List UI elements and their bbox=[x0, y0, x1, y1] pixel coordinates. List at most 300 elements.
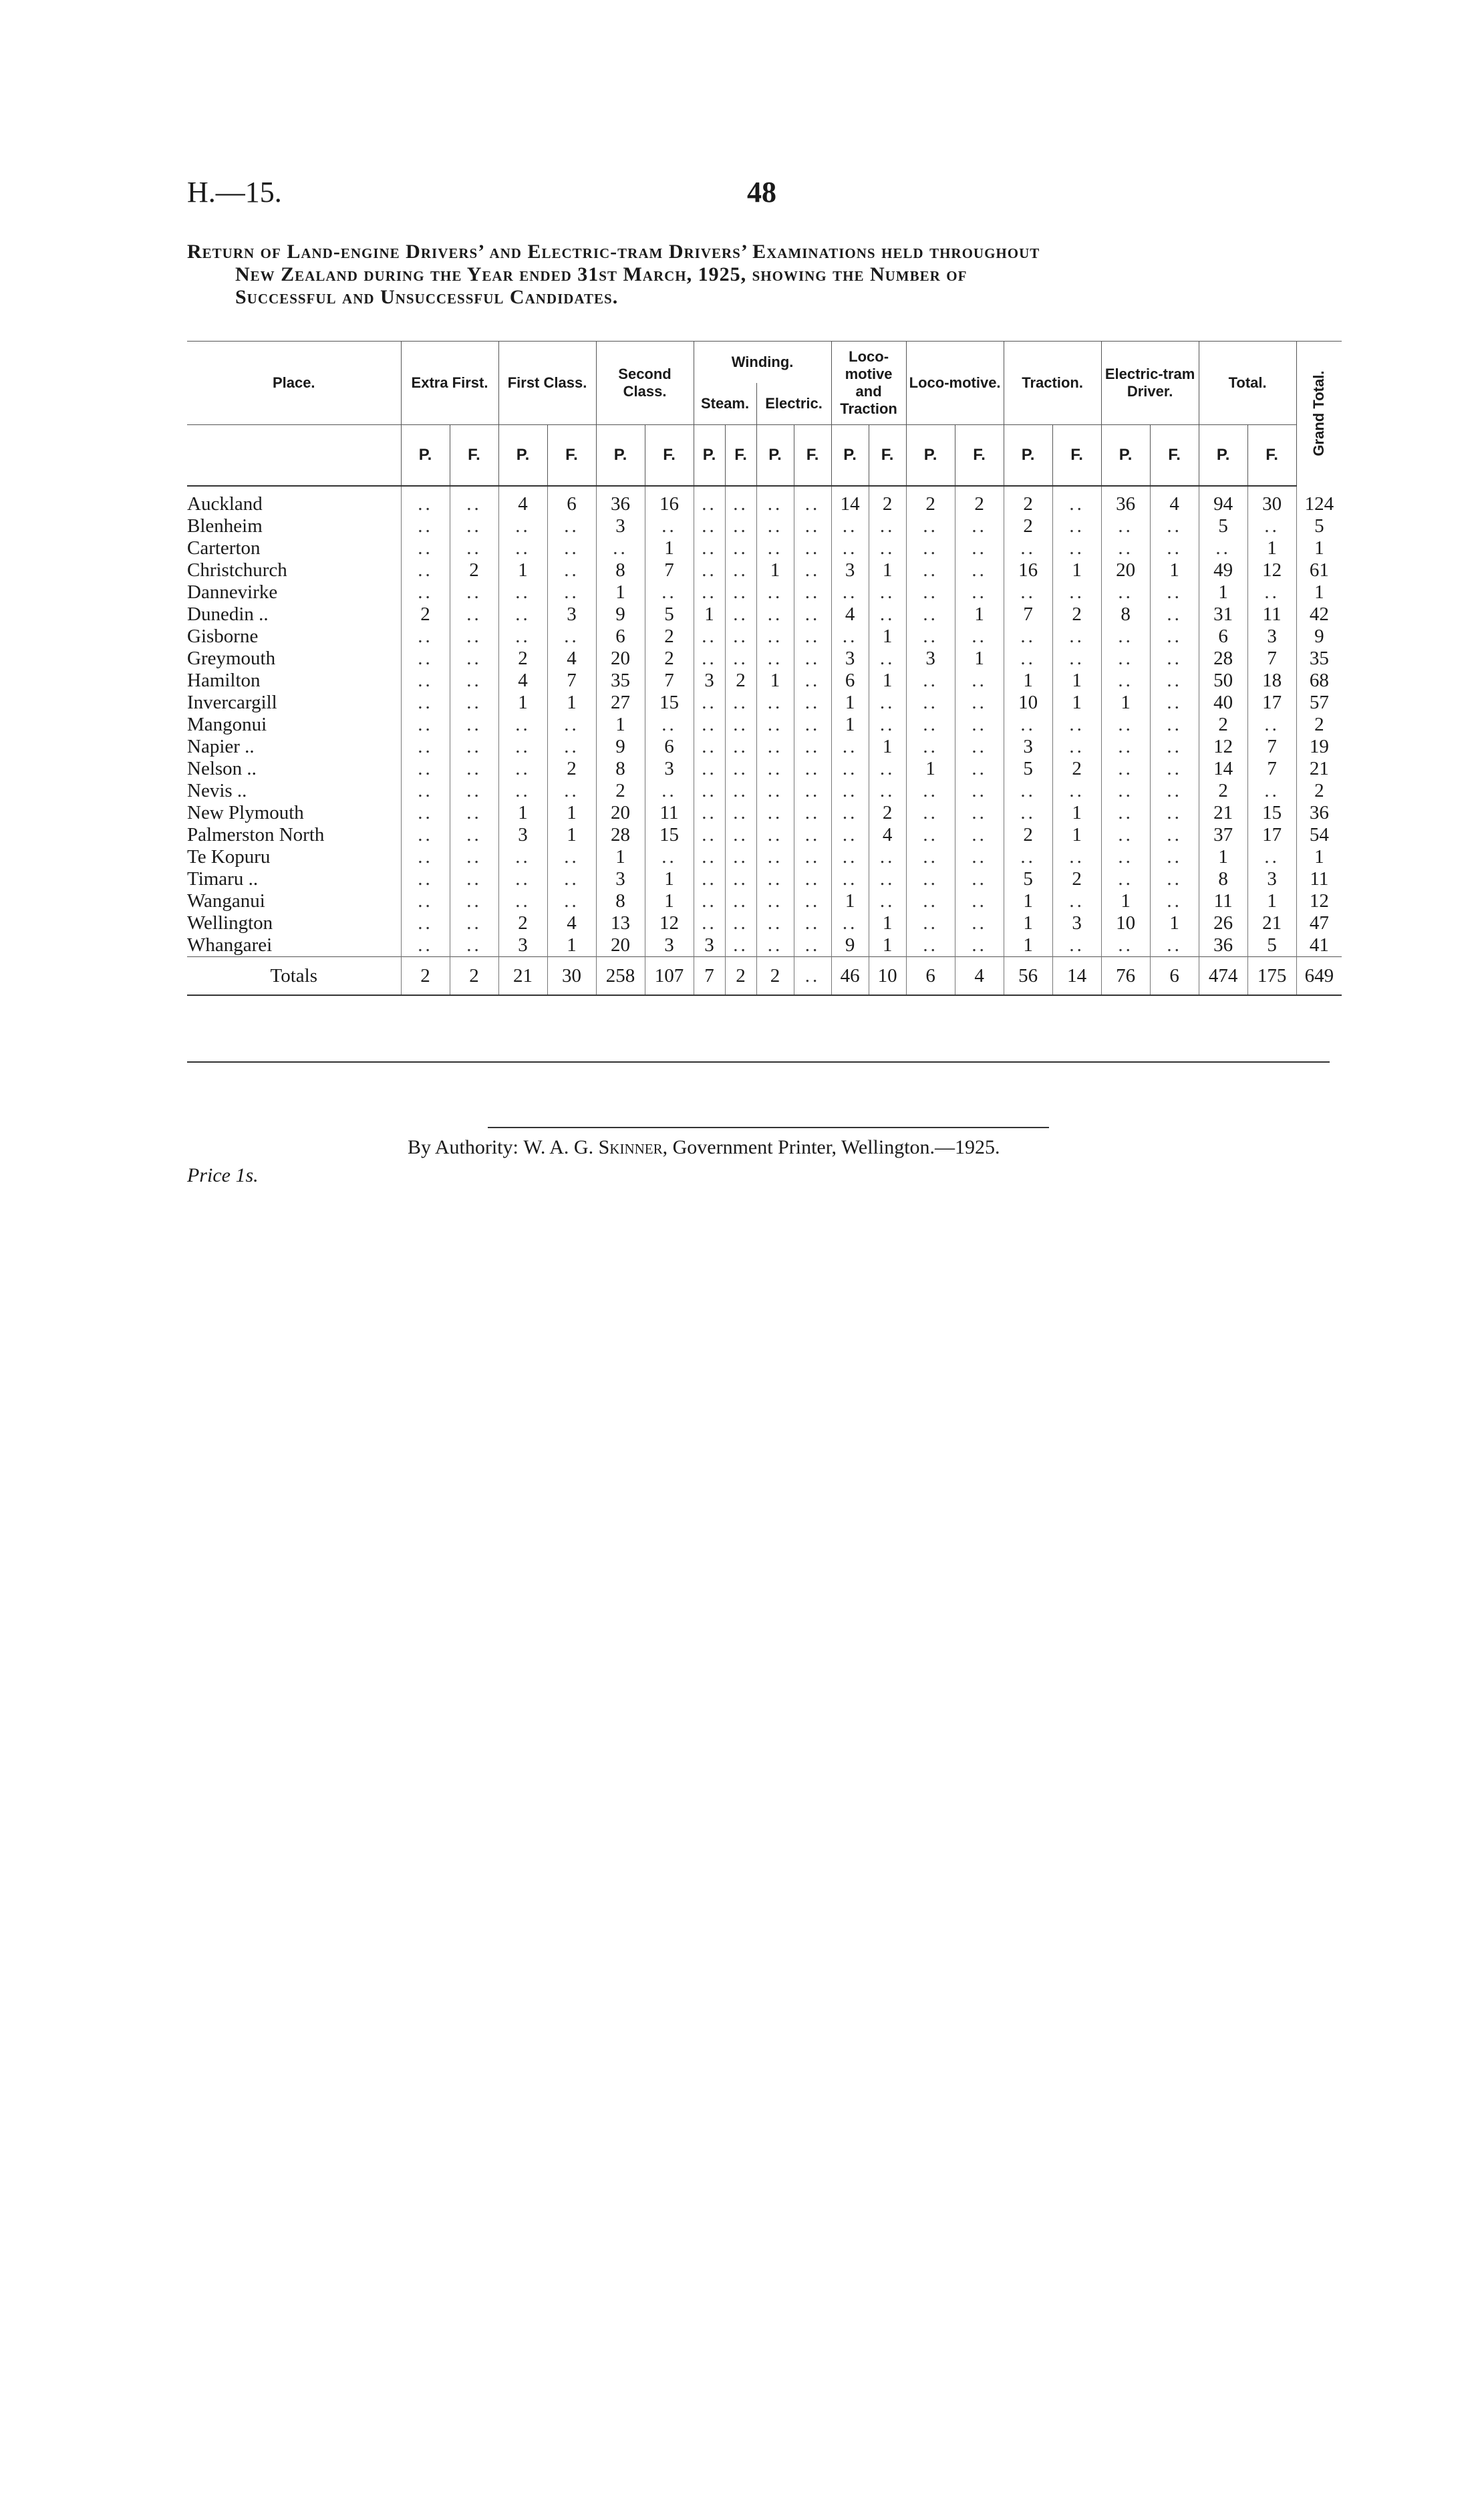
place-name: Gisborne bbox=[187, 626, 259, 647]
table-cell: 4 bbox=[498, 486, 547, 515]
table-cell: .. bbox=[955, 934, 1004, 957]
table-cell: .. bbox=[955, 780, 1004, 802]
table-cell: .. bbox=[906, 824, 955, 846]
table-cell: .. bbox=[1004, 780, 1052, 802]
table-cell: 1 bbox=[1052, 824, 1101, 846]
table-cell: 9 bbox=[596, 604, 645, 626]
table-cell: .. bbox=[794, 670, 831, 692]
table-cell: 2 bbox=[1052, 604, 1101, 626]
table-cell: 9 bbox=[831, 934, 869, 957]
table-cell: .. bbox=[498, 581, 547, 604]
table-cell: 1 bbox=[596, 581, 645, 604]
table-cell: .. bbox=[547, 515, 596, 537]
table-cell: .. bbox=[401, 537, 450, 559]
table-cell: .. bbox=[401, 824, 450, 846]
table-cell: 7 bbox=[645, 559, 694, 581]
table-cell: 4 bbox=[955, 957, 1004, 996]
table-cell: 1 bbox=[547, 802, 596, 824]
table-cell: 7 bbox=[694, 957, 725, 996]
place-name: Te Kopuru bbox=[187, 846, 271, 868]
failed-header: F. bbox=[794, 425, 831, 487]
table-cell: .. bbox=[869, 890, 906, 912]
table-cell: .. bbox=[906, 537, 955, 559]
passed-header: P. bbox=[906, 425, 955, 487]
table-cell: 1 bbox=[1296, 537, 1342, 559]
table-row bbox=[187, 626, 1342, 648]
table-cell: .. bbox=[1052, 648, 1101, 670]
table-cell: .. bbox=[725, 648, 756, 670]
table-cell: 12 bbox=[645, 912, 694, 934]
table-cell: .. bbox=[869, 780, 906, 802]
table-cell: 1 bbox=[596, 714, 645, 736]
table-cell: 4 bbox=[1150, 486, 1199, 515]
winding-electric-header: Electric. bbox=[756, 383, 831, 425]
table-cell: .. bbox=[547, 736, 596, 758]
table-cell: .. bbox=[955, 537, 1004, 559]
table-cell: 94 bbox=[1199, 486, 1247, 515]
table-cell: .. bbox=[756, 736, 794, 758]
place-name: Napier .. bbox=[187, 736, 255, 757]
table-cell: 76 bbox=[1101, 957, 1150, 996]
table-cell: .. bbox=[1004, 537, 1052, 559]
table-cell: 2 bbox=[1052, 758, 1101, 780]
table-cell: .. bbox=[1004, 648, 1052, 670]
table-cell: .. bbox=[498, 604, 547, 626]
table-cell: 13 bbox=[596, 912, 645, 934]
table-cell: .. bbox=[1101, 780, 1150, 802]
extra-first-header: Extra First. bbox=[401, 342, 498, 425]
table-cell: .. bbox=[401, 934, 450, 957]
table-cell: .. bbox=[831, 758, 869, 780]
table-cell: .. bbox=[1052, 780, 1101, 802]
title-line-3: Successful and Unsuccessful Candidates. bbox=[235, 286, 619, 308]
table-cell: 11 bbox=[645, 802, 694, 824]
table-cell: 1 bbox=[645, 537, 694, 559]
table-cell: .. bbox=[401, 670, 450, 692]
table-cell: .. bbox=[401, 758, 450, 780]
table-cell: 50 bbox=[1199, 670, 1247, 692]
table-cell: .. bbox=[450, 912, 498, 934]
table-cell: .. bbox=[756, 846, 794, 868]
table-bottom-rule bbox=[187, 1061, 1330, 1063]
table-cell: 107 bbox=[645, 957, 694, 996]
table-cell: .. bbox=[1004, 846, 1052, 868]
passed-header: P. bbox=[756, 425, 794, 487]
table-cell: 46 bbox=[831, 957, 869, 996]
table-cell: .. bbox=[794, 581, 831, 604]
table-cell: 6 bbox=[645, 736, 694, 758]
table-cell: .. bbox=[401, 581, 450, 604]
failed-header: F. bbox=[955, 425, 1004, 487]
table-cell: .. bbox=[498, 736, 547, 758]
table-cell: .. bbox=[794, 824, 831, 846]
table-cell: .. bbox=[955, 912, 1004, 934]
failed-header: F. bbox=[1052, 425, 1101, 487]
table-cell: .. bbox=[869, 868, 906, 890]
table-cell: 21 bbox=[1296, 758, 1342, 780]
place-name: Carterton bbox=[187, 537, 261, 559]
table-cell: 6 bbox=[1199, 626, 1247, 648]
table-cell: .. bbox=[694, 648, 725, 670]
table-cell: .. bbox=[694, 780, 725, 802]
table-cell: .. bbox=[725, 626, 756, 648]
table-cell: 1 bbox=[1004, 890, 1052, 912]
table-cell: .. bbox=[1150, 515, 1199, 537]
table-cell: .. bbox=[1150, 692, 1199, 714]
table-cell: 6 bbox=[547, 486, 596, 515]
table-cell: .. bbox=[794, 714, 831, 736]
table-cell: .. bbox=[906, 868, 955, 890]
table-cell: 1 bbox=[1004, 670, 1052, 692]
table-cell: .. bbox=[831, 802, 869, 824]
table-cell: .. bbox=[955, 868, 1004, 890]
table-cell: 37 bbox=[1199, 824, 1247, 846]
table-cell: 35 bbox=[596, 670, 645, 692]
table-cell: .. bbox=[756, 890, 794, 912]
table-cell: .. bbox=[725, 515, 756, 537]
table-cell: 1 bbox=[1296, 581, 1342, 604]
table-cell: 1 bbox=[756, 670, 794, 692]
table-cell: 1 bbox=[1199, 581, 1247, 604]
table-cell: .. bbox=[794, 758, 831, 780]
table-cell: 1 bbox=[1101, 692, 1150, 714]
table-cell: .. bbox=[831, 537, 869, 559]
table-cell: 11 bbox=[1199, 890, 1247, 912]
table-cell: .. bbox=[1150, 846, 1199, 868]
winding-steam-header: Steam. bbox=[694, 383, 756, 425]
table-cell: 12 bbox=[1199, 736, 1247, 758]
table-cell: .. bbox=[547, 559, 596, 581]
table-cell: 19 bbox=[1296, 736, 1342, 758]
table-cell: 1 bbox=[869, 559, 906, 581]
table-cell: 15 bbox=[645, 824, 694, 846]
table-cell: 11 bbox=[1247, 604, 1296, 626]
table-cell: .. bbox=[694, 537, 725, 559]
electric-tram-header: Electric-tram Driver. bbox=[1101, 342, 1199, 425]
place-name: Nevis .. bbox=[187, 780, 247, 801]
locomotive-traction-header: Loco-motive and Traction bbox=[831, 342, 906, 425]
table-cell: .. bbox=[955, 581, 1004, 604]
table-cell: .. bbox=[756, 780, 794, 802]
table-cell: 3 bbox=[645, 758, 694, 780]
table-cell: .. bbox=[694, 868, 725, 890]
table-cell: .. bbox=[1101, 714, 1150, 736]
table-cell: 258 bbox=[596, 957, 645, 996]
failed-header: F. bbox=[725, 425, 756, 487]
imprint-details: Government Printer, Wellington.—1925. bbox=[672, 1136, 1000, 1158]
table-cell: .. bbox=[794, 515, 831, 537]
place-header: Place. bbox=[187, 342, 401, 425]
table-cell: 8 bbox=[596, 758, 645, 780]
table-cell: .. bbox=[1150, 581, 1199, 604]
table-row bbox=[187, 758, 1342, 780]
table-cell: .. bbox=[401, 736, 450, 758]
table-cell: 21 bbox=[498, 957, 547, 996]
table-cell: 61 bbox=[1296, 559, 1342, 581]
failed-header: F. bbox=[547, 425, 596, 487]
failed-header: F. bbox=[450, 425, 498, 487]
table-cell: 36 bbox=[596, 486, 645, 515]
table-cell: .. bbox=[869, 581, 906, 604]
table-body bbox=[187, 486, 1342, 995]
table-cell: .. bbox=[756, 581, 794, 604]
table-cell: 10 bbox=[1004, 692, 1052, 714]
table-cell: .. bbox=[756, 486, 794, 515]
table-cell: .. bbox=[794, 692, 831, 714]
table-cell: .. bbox=[756, 824, 794, 846]
table-cell: 1 bbox=[1150, 559, 1199, 581]
table-cell: 3 bbox=[1247, 626, 1296, 648]
table-cell: 9 bbox=[1296, 626, 1342, 648]
table-cell: .. bbox=[794, 537, 831, 559]
table-cell: 2 bbox=[547, 758, 596, 780]
table-cell: .. bbox=[450, 802, 498, 824]
table-cell: .. bbox=[450, 537, 498, 559]
table-cell: 57 bbox=[1296, 692, 1342, 714]
table-cell: 3 bbox=[831, 648, 869, 670]
table-cell: 21 bbox=[1247, 912, 1296, 934]
table-cell: 1 bbox=[498, 802, 547, 824]
passed-header: P. bbox=[498, 425, 547, 487]
place-name: Dannevirke bbox=[187, 581, 278, 603]
table-cell: .. bbox=[1052, 890, 1101, 912]
passed-header: P. bbox=[1004, 425, 1052, 487]
table-cell: .. bbox=[1101, 515, 1150, 537]
table-cell: 1 bbox=[547, 692, 596, 714]
table-cell: 21 bbox=[1199, 802, 1247, 824]
table-cell: 6 bbox=[1150, 957, 1199, 996]
page-reference: H.—15. bbox=[187, 176, 282, 209]
table-cell: 3 bbox=[694, 934, 725, 957]
table-cell: .. bbox=[450, 648, 498, 670]
table-cell: .. bbox=[725, 736, 756, 758]
table-cell: .. bbox=[1004, 714, 1052, 736]
table-cell: .. bbox=[1101, 846, 1150, 868]
table-cell: 1 bbox=[955, 604, 1004, 626]
table-cell: 2 bbox=[725, 957, 756, 996]
table-cell: .. bbox=[1101, 758, 1150, 780]
table-cell: .. bbox=[498, 780, 547, 802]
table-cell: .. bbox=[869, 714, 906, 736]
table-cell: .. bbox=[450, 604, 498, 626]
table-cell: 2 bbox=[906, 486, 955, 515]
table-cell: .. bbox=[955, 714, 1004, 736]
table-cell: .. bbox=[1052, 714, 1101, 736]
page-number: 48 bbox=[747, 176, 776, 209]
table-cell: 1 bbox=[831, 890, 869, 912]
table-cell: .. bbox=[1150, 758, 1199, 780]
table-cell: 1 bbox=[955, 648, 1004, 670]
table-cell: .. bbox=[547, 890, 596, 912]
table-cell: .. bbox=[694, 581, 725, 604]
table-cell: .. bbox=[725, 934, 756, 957]
table-cell: .. bbox=[906, 934, 955, 957]
table-cell: 28 bbox=[1199, 648, 1247, 670]
table-cell: .. bbox=[1150, 604, 1199, 626]
imprint-line bbox=[408, 1136, 1000, 1159]
table-cell: 1 bbox=[1052, 670, 1101, 692]
table-cell: .. bbox=[794, 736, 831, 758]
table-cell: .. bbox=[756, 802, 794, 824]
table-cell: 1 bbox=[547, 934, 596, 957]
table-cell: .. bbox=[596, 537, 645, 559]
table-cell: .. bbox=[450, 846, 498, 868]
table-cell: .. bbox=[1052, 515, 1101, 537]
table-cell: .. bbox=[725, 780, 756, 802]
table-cell: .. bbox=[401, 515, 450, 537]
table-cell: .. bbox=[694, 802, 725, 824]
table-cell: .. bbox=[869, 604, 906, 626]
table-cell: 2 bbox=[1004, 824, 1052, 846]
table-cell: .. bbox=[955, 692, 1004, 714]
failed-header: F. bbox=[869, 425, 906, 487]
table-cell: 4 bbox=[869, 824, 906, 846]
table-cell: .. bbox=[498, 515, 547, 537]
table-cell: 3 bbox=[1004, 736, 1052, 758]
table-cell: .. bbox=[1004, 581, 1052, 604]
table-cell: 2 bbox=[1296, 714, 1342, 736]
place-name: Blenheim bbox=[187, 515, 263, 537]
table-cell: .. bbox=[756, 758, 794, 780]
table-cell: .. bbox=[694, 714, 725, 736]
total-header: Total. bbox=[1199, 342, 1296, 425]
table-cell: .. bbox=[906, 714, 955, 736]
table-cell: .. bbox=[794, 559, 831, 581]
table-cell: 1 bbox=[645, 868, 694, 890]
table-cell: .. bbox=[794, 780, 831, 802]
table-cell: .. bbox=[450, 486, 498, 515]
table-cell: 474 bbox=[1199, 957, 1247, 996]
place-name: Wellington bbox=[187, 912, 273, 934]
table-cell: .. bbox=[725, 912, 756, 934]
table-cell: .. bbox=[1052, 934, 1101, 957]
title-line-1: Return of Land-engine Drivers’ and Electric-tram Drivers’ Examinations held throughout bbox=[187, 241, 1040, 263]
table-cell: .. bbox=[450, 890, 498, 912]
table-cell: .. bbox=[906, 604, 955, 626]
table-cell: 1 bbox=[1052, 692, 1101, 714]
table-cell: 2 bbox=[596, 780, 645, 802]
table-cell: .. bbox=[756, 934, 794, 957]
table-cell: .. bbox=[794, 802, 831, 824]
table-cell: .. bbox=[725, 581, 756, 604]
table-cell: 7 bbox=[1247, 736, 1296, 758]
failed-header: F. bbox=[1150, 425, 1199, 487]
table-cell: 36 bbox=[1101, 486, 1150, 515]
place-name: Palmerston North bbox=[187, 824, 325, 845]
table-row bbox=[187, 846, 1342, 868]
table-row bbox=[187, 780, 1342, 802]
table-cell: .. bbox=[1004, 626, 1052, 648]
table-cell: 6 bbox=[596, 626, 645, 648]
table-cell: .. bbox=[401, 648, 450, 670]
table-cell: .. bbox=[1150, 934, 1199, 957]
passed-header: P. bbox=[694, 425, 725, 487]
table-cell: .. bbox=[725, 758, 756, 780]
table-cell: .. bbox=[645, 714, 694, 736]
table-cell: 2 bbox=[1052, 868, 1101, 890]
document-title bbox=[187, 241, 1336, 309]
table-cell: .. bbox=[756, 604, 794, 626]
table-cell: 8 bbox=[1101, 604, 1150, 626]
table-cell: .. bbox=[498, 626, 547, 648]
table-cell: .. bbox=[794, 626, 831, 648]
table-cell: .. bbox=[906, 736, 955, 758]
table-cell: 1 bbox=[645, 890, 694, 912]
table-cell: 7 bbox=[645, 670, 694, 692]
table-cell: 15 bbox=[1247, 802, 1296, 824]
table-cell: .. bbox=[906, 692, 955, 714]
table-cell: 12 bbox=[1247, 559, 1296, 581]
table-cell: 2 bbox=[725, 670, 756, 692]
table-cell: .. bbox=[1150, 626, 1199, 648]
table-cell: 5 bbox=[1004, 868, 1052, 890]
table-cell: .. bbox=[1052, 537, 1101, 559]
table-cell: .. bbox=[1101, 802, 1150, 824]
table-cell: 1 bbox=[869, 670, 906, 692]
totals-row bbox=[187, 957, 1342, 996]
table-cell: 30 bbox=[547, 957, 596, 996]
table-cell: 5 bbox=[1004, 758, 1052, 780]
table-cell: .. bbox=[1150, 780, 1199, 802]
table-cell: 31 bbox=[1199, 604, 1247, 626]
table-cell: 4 bbox=[831, 604, 869, 626]
table-cell: .. bbox=[955, 515, 1004, 537]
table-cell: .. bbox=[794, 604, 831, 626]
table-cell: .. bbox=[401, 692, 450, 714]
table-cell: 1 bbox=[1199, 846, 1247, 868]
table-cell: 3 bbox=[831, 559, 869, 581]
table-cell: .. bbox=[869, 648, 906, 670]
table-cell: .. bbox=[694, 559, 725, 581]
table-cell: 1 bbox=[694, 604, 725, 626]
table-cell: 1 bbox=[869, 912, 906, 934]
table-cell: 15 bbox=[645, 692, 694, 714]
table-cell: 2 bbox=[498, 912, 547, 934]
table-cell: .. bbox=[756, 648, 794, 670]
table-cell: .. bbox=[756, 515, 794, 537]
table-cell: .. bbox=[725, 486, 756, 515]
table-cell: .. bbox=[401, 559, 450, 581]
table-cell: .. bbox=[694, 692, 725, 714]
passed-header: P. bbox=[831, 425, 869, 487]
table-row bbox=[187, 692, 1342, 714]
table-cell: 2 bbox=[401, 604, 450, 626]
table-cell: .. bbox=[1150, 714, 1199, 736]
table-cell: .. bbox=[756, 868, 794, 890]
table-cell: 2 bbox=[498, 648, 547, 670]
table-cell: 1 bbox=[756, 559, 794, 581]
table-cell: 175 bbox=[1247, 957, 1296, 996]
table-cell: 27 bbox=[596, 692, 645, 714]
table-cell: .. bbox=[401, 626, 450, 648]
table-cell: .. bbox=[547, 780, 596, 802]
table-cell: .. bbox=[1101, 868, 1150, 890]
table-cell: .. bbox=[401, 912, 450, 934]
passed-header: P. bbox=[1101, 425, 1150, 487]
winding-header: Winding. bbox=[694, 342, 831, 384]
table-cell: 3 bbox=[547, 604, 596, 626]
table-cell: .. bbox=[450, 714, 498, 736]
table-cell: 1 bbox=[1150, 912, 1199, 934]
table-cell: .. bbox=[450, 626, 498, 648]
table-cell: 3 bbox=[694, 670, 725, 692]
table-cell: 1 bbox=[547, 824, 596, 846]
table-cell: .. bbox=[906, 670, 955, 692]
table-cell: .. bbox=[794, 648, 831, 670]
table-cell: 14 bbox=[1052, 957, 1101, 996]
table-cell: .. bbox=[1150, 824, 1199, 846]
table-cell: 1 bbox=[831, 714, 869, 736]
